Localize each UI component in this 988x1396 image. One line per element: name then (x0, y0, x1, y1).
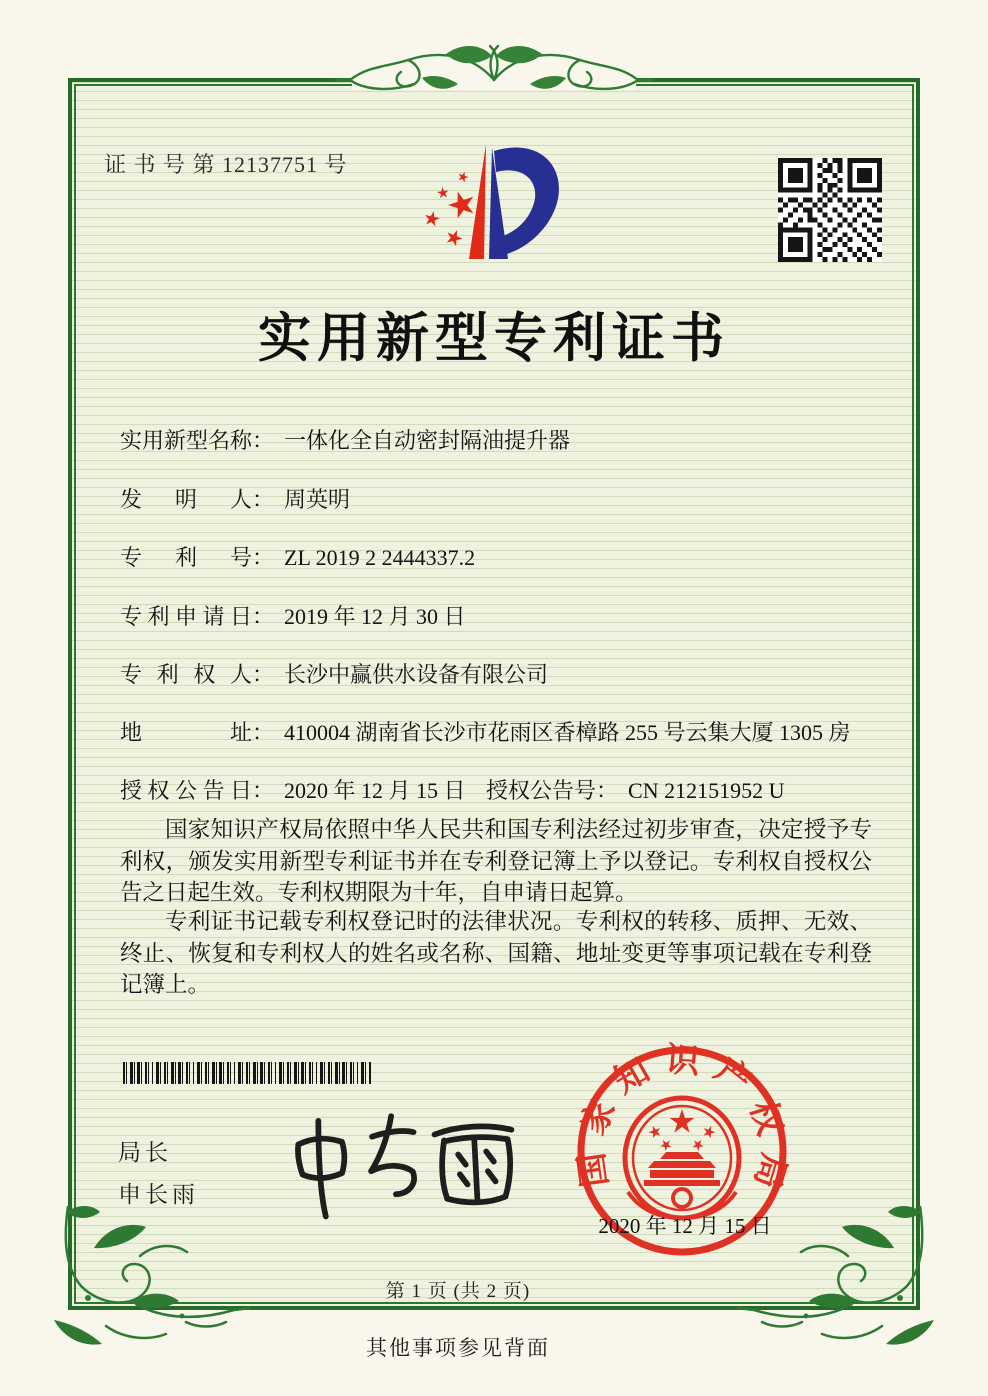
field-colon: ： (252, 662, 275, 687)
field-row-grant-date (120, 774, 904, 805)
field-value: 一体化全自动密封隔油提升器 (284, 428, 571, 453)
director-role-label: 局长 (118, 1140, 172, 1165)
field-row-inventor (120, 483, 904, 514)
corner-flourish-ornament-left (36, 1206, 251, 1371)
field-label: 发明人 (120, 487, 252, 512)
body-paragraph-register-statement: 专利证书记载专利权登记时的法律状况。专利权的转移、质押、无效、终止、恢复和专利权人的姓名或名称、国籍、地址变更等事项记载在专利登记簿上。 (120, 909, 872, 997)
field-value: 周英明 (284, 487, 351, 512)
field-row-patent-number (120, 541, 904, 572)
field-value: 2019 年 12 月 30 日 (284, 604, 466, 629)
back-note: 其他事项参见背面 (366, 1336, 550, 1360)
national-emblem-icon (625, 1098, 739, 1218)
top-flourish-ornament (334, 40, 654, 120)
certificate-title: 实用新型专利证书 (258, 310, 730, 368)
qr-code (778, 158, 882, 262)
field-colon: ： (252, 604, 275, 629)
field-row-patentee (120, 658, 904, 689)
seal-date: 2020 年 12 月 15 日 (598, 1214, 772, 1238)
field-value: 410004 湖南省长沙市花雨区香樟路 255 号云集大厦 1305 房 (284, 720, 851, 745)
field-colon: ： (252, 428, 275, 453)
field-value: 2020 年 12 月 15 日 (284, 778, 466, 803)
cnipa-logo-icon (400, 130, 600, 290)
seal-ring-text: 国家知识产权局 (571, 1042, 793, 1205)
field-label: 实用新型名称 (120, 428, 253, 453)
field-row-utility-model-name (120, 424, 904, 455)
field-value: CN 212151952 U (628, 778, 785, 803)
field-label: 专利号 (120, 545, 252, 570)
field-colon: ： (596, 778, 619, 803)
director-name: 申长雨 (118, 1182, 199, 1207)
grant-publication-number (486, 774, 784, 805)
field-label: 地址 (120, 720, 252, 745)
field-label: 授权公告日 (120, 778, 252, 803)
field-colon: ： (252, 545, 275, 570)
field-row-filing-date (120, 600, 904, 631)
field-label: 专利权人 (120, 662, 252, 687)
field-row-address (120, 716, 904, 747)
field-label: 专利申请日 (120, 604, 252, 629)
field-value: ZL 2019 2 2444337.2 (284, 545, 476, 570)
handwritten-signature (272, 1106, 522, 1224)
field-colon: ： (252, 720, 275, 745)
field-colon: ： (252, 487, 275, 512)
barcode (123, 1062, 371, 1084)
field-value: 长沙中赢供水设备有限公司 (284, 662, 549, 687)
field-colon: ： (252, 778, 275, 803)
corner-flourish-ornament-right (737, 1206, 952, 1371)
certificate-number: 证 书 号 第 12137751 号 (104, 152, 348, 177)
body-paragraph-grant-statement: 国家知识产权局依照中华人民共和国专利法经过初步审查，决定授予专利权，颁发实用新型专利证书并在专利登记簿上予以登记。专利权自授权公告之日起生效。专利权期限为十年，自申请日起算。 (120, 817, 872, 905)
page-number: 第 1 页 (共 2 页) (385, 1281, 531, 1302)
field-label: 授权公告号 (486, 778, 597, 803)
